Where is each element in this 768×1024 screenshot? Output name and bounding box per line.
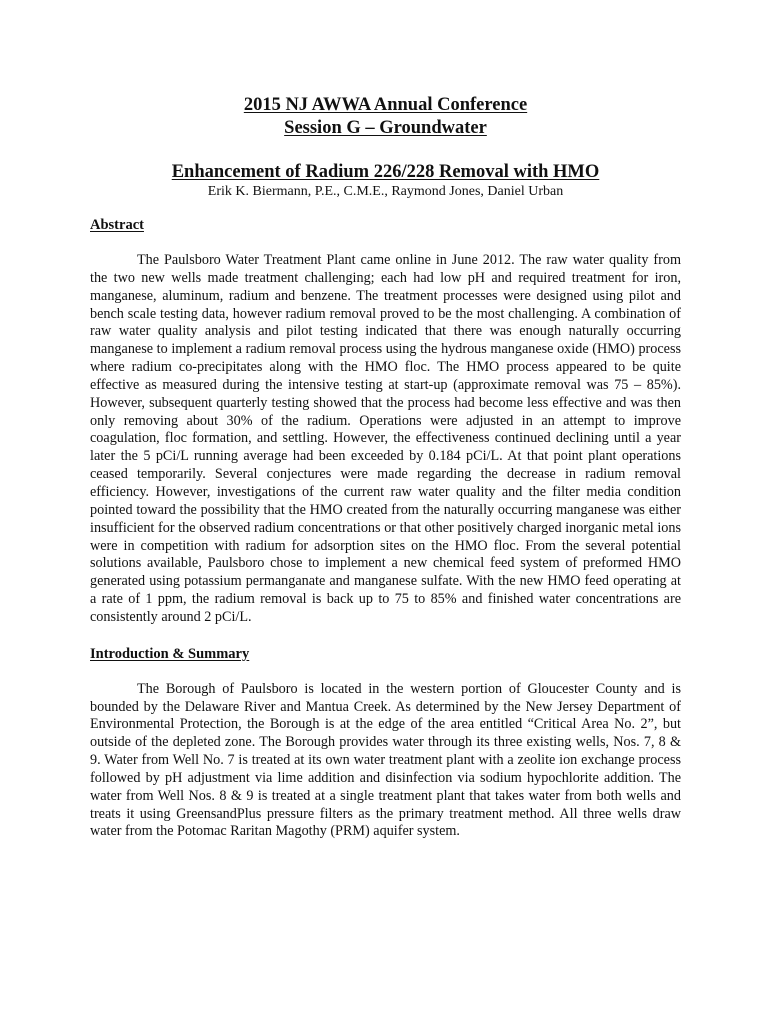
conference-title: 2015 NJ AWWA Annual Conference	[243, 95, 528, 115]
paper-title: Enhancement of Radium 226/228 Removal with HMO	[171, 162, 600, 182]
abstract-heading: Abstract	[90, 217, 144, 233]
spacer	[90, 140, 681, 161]
introduction-heading: Introduction & Summary	[90, 645, 250, 662]
conference-header	[90, 94, 681, 140]
session-title: Session G – Groundwater	[284, 118, 487, 138]
introduction-paragraph: The Borough of Paulsboro is located in the western portion of Gloucester County and is bounded by the Delaware River and Mantua Creek. As determined by the New Jersey Department of Environmental Protection, the Borough is at the edge of the area entitled “Critical Area No. 2”, but outside of the depleted zone. The Borough provides water through its three existing wells, Nos. 7, 8 & 9. Water from Well No. 7 is treated at its own water treatment plant with a zeolite ion exchange process followed by pH adjustment via lime addition and disinfection via sodium hypochlorite addition. The water from Well Nos. 8 & 9 is treated at a single treatment plant that takes water from both wells and treats it using GreensandPlus pressure filters as the primary treatment method. All three wells draw water from the Potomac Raritan Magothy (PRM) aquifer system.	[90, 680, 681, 840]
abstract-paragraph: The Paulsboro Water Treatment Plant came online in June 2012. The raw water quality from the two new wells made treatment challenging; each had low pH and required treatment for iron, manganese, aluminum, radium and benzene. The treatment processes were designed using pilot and bench scale testing data, however radium removal proved to be the most challenging. A combination of raw water quality analysis and pilot testing indicated that there was enough naturally occurring manganese to implement a radium removal process using the hydrous manganese oxide (HMO) process where radium co-precipitates along with the HMO floc. The HMO process appeared to be quite effective as measured during the intensive testing at start-up (approximate removal was 75 – 85%). However, subsequent quarterly testing showed that the process had become less effective and was then only removing about 30% of the radium. Operations were adjusted in an attempt to improve coagulation, floc formation, and settling. However, the effectiveness continued declining until a year later the 5 pCi/L running average had been exceeded by 0.184 pCi/L. At that point plant operations ceased temporarily. Several conjectures were made regarding the decrease in radium removal efficiency. However, investigations of the current raw water quality and the filter media condition pointed toward the possibility that the HMO created from the naturally occurring manganese was either insufficient for the observed radium concentrations or that other positively charged inorganic metal ions were in competition with radium for adsorption sites on the HMO floc. From the several potential solutions available, Paulsboro chose to implement a new chemical feed system of preformed HMO generated using potassium permanganate and manganese sulfate. With the new HMO feed operating at a rate of 1 ppm, the radium removal is back up to 75 to 85% and finished water concentrations are consistently around 2 pCi/L.	[90, 252, 681, 625]
paper-authors: Erik K. Biermann, P.E., C.M.E., Raymond Jones, Daniel Urban	[207, 184, 564, 199]
